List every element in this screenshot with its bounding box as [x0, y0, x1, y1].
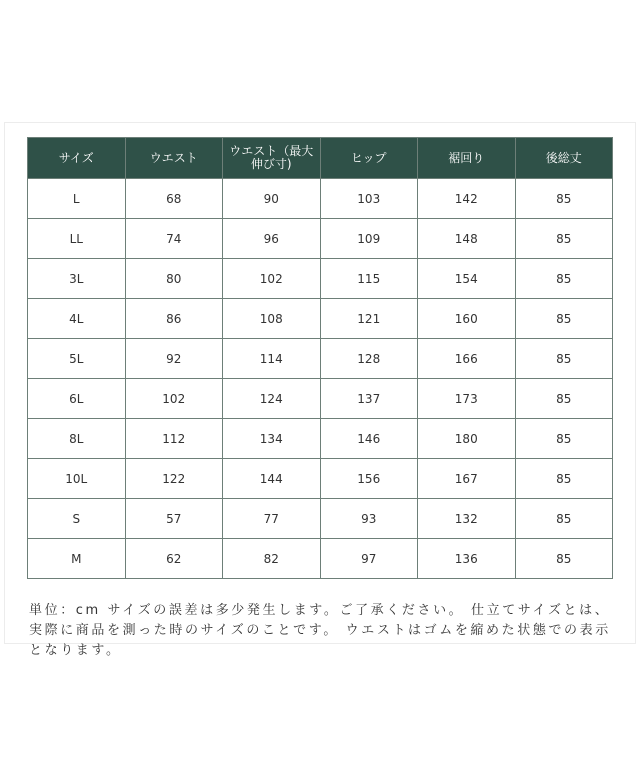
table-cell: 97: [320, 539, 418, 579]
table-cell: 142: [418, 179, 516, 219]
table-cell: 121: [320, 299, 418, 339]
table-cell: 122: [125, 459, 223, 499]
table-cell: 90: [223, 179, 321, 219]
table-cell: 85: [515, 259, 613, 299]
table-cell: 80: [125, 259, 223, 299]
table-cell: 85: [515, 219, 613, 259]
table-cell: 4L: [28, 299, 126, 339]
table-cell: 132: [418, 499, 516, 539]
table-cell: 93: [320, 499, 418, 539]
table-cell: 3L: [28, 259, 126, 299]
table-cell: 160: [418, 299, 516, 339]
table-cell: 85: [515, 339, 613, 379]
size-note-text: 単位：cm サイズの誤差は多少発生します。ご了承ください。 仕立てサイズとは、実際に商品を測った時のサイズのことです。 ウエストはゴムを縮めた状態での表示となります。: [29, 603, 611, 658]
table-cell: 102: [223, 259, 321, 299]
table-cell: 92: [125, 339, 223, 379]
table-cell: M: [28, 539, 126, 579]
table-cell: 85: [515, 299, 613, 339]
table-row: [28, 459, 613, 499]
table-cell: 173: [418, 379, 516, 419]
table-cell: 137: [320, 379, 418, 419]
table-cell: 103: [320, 179, 418, 219]
table-cell: 85: [515, 539, 613, 579]
table-cell: 85: [515, 499, 613, 539]
table-cell: 82: [223, 539, 321, 579]
table-cell: 180: [418, 419, 516, 459]
table-cell: 86: [125, 299, 223, 339]
table-header-row: [28, 138, 613, 179]
table-cell: 8L: [28, 419, 126, 459]
header-size: サイズ: [28, 138, 126, 179]
table-cell: 134: [223, 419, 321, 459]
table-cell: 156: [320, 459, 418, 499]
table-cell: 112: [125, 419, 223, 459]
table-cell: 96: [223, 219, 321, 259]
header-back-length: 後総丈: [515, 138, 613, 179]
table-cell: LL: [28, 219, 126, 259]
size-table: [27, 137, 613, 579]
table-cell: 85: [515, 379, 613, 419]
table-row: [28, 379, 613, 419]
table-cell: 154: [418, 259, 516, 299]
table-cell: 85: [515, 179, 613, 219]
table-cell: 124: [223, 379, 321, 419]
table-row: [28, 259, 613, 299]
table-cell: 128: [320, 339, 418, 379]
table-cell: 6L: [28, 379, 126, 419]
table-cell: 115: [320, 259, 418, 299]
table-cell: 146: [320, 419, 418, 459]
table-cell: 102: [125, 379, 223, 419]
table-cell: 5L: [28, 339, 126, 379]
table-row: [28, 179, 613, 219]
header-waist-max: ウエスト（最大伸び寸): [223, 138, 321, 179]
table-cell: L: [28, 179, 126, 219]
table-cell: S: [28, 499, 126, 539]
table-cell: 114: [223, 339, 321, 379]
table-cell: 10L: [28, 459, 126, 499]
table-cell: 166: [418, 339, 516, 379]
table-cell: 108: [223, 299, 321, 339]
table-row: [28, 299, 613, 339]
header-hem: 裾回り: [418, 138, 516, 179]
table-row: [28, 539, 613, 579]
size-chart-panel: [4, 122, 636, 658]
table-row: [28, 419, 613, 459]
header-hip: ヒップ: [320, 138, 418, 179]
table-row: [28, 219, 613, 259]
table-cell: 148: [418, 219, 516, 259]
table-cell: 68: [125, 179, 223, 219]
table-cell: 144: [223, 459, 321, 499]
table-cell: 85: [515, 459, 613, 499]
table-row: [28, 339, 613, 379]
table-cell: 109: [320, 219, 418, 259]
table-row: [28, 499, 613, 539]
table-cell: 74: [125, 219, 223, 259]
table-cell: 167: [418, 459, 516, 499]
table-cell: 136: [418, 539, 516, 579]
table-cell: 85: [515, 419, 613, 459]
table-cell: 62: [125, 539, 223, 579]
table-cell: 57: [125, 499, 223, 539]
header-waist: ウエスト: [125, 138, 223, 179]
table-cell: 77: [223, 499, 321, 539]
